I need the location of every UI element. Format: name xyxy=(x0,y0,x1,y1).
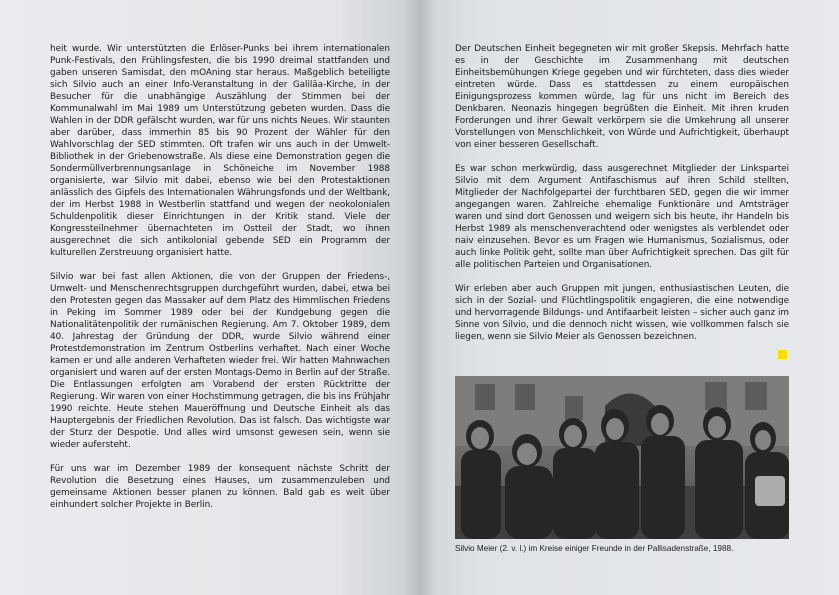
right-paragraph-2: Es war schon merkwürdig, dass ausgerechnet Mitglieder der Linkspartei Silvio mit dem Argument Antifaschismus auf ihren Schild stellten, Mitglieder der Nachfolgepartei der furchtbaren SED, gegen die wir immer angegangen waren. Zahlreiche ehemalige Funktionäre und Amtsträger waren und sind dort Genossen und weigern sich bis heute, ihr Handeln bis Herbst 1989 als menschenverachtend oder wenigstes als verblendet oder naiv einzusehen. Bevor es um Fragen wie Humanismus, Sozialismus, oder auch linke Politik geht, sollte man über Aufrichtigkeit sprechen. Das gilt für alle politischen Parteien und Organisationen. xyxy=(455,164,789,270)
left-paragraph-2: Silvio war bei fast allen Aktionen, die von der Gruppen der Friedens-, Umwelt- und Menschenrechtsgruppen durchgeführt wurden, dabei, etwa bei den Protesten gegen das Massaker auf dem Platz des Himmlischen Friedens in Peking im Sommer 1989 oder bei der Kundgebung gegen die Nationalitätenpolitik der rumänischen Regierung. Am 7. Oktober 1989, dem 40. Jahrestag der Gründung der DDR, wurde Silvio während einer Protestdemonstration im Zentrum Ostberlins verhaftet. Nach einer Woche kamen er und alle anderen Verhafteten wieder frei. Wir hatten Mahnwachen organisiert und waren auf der ersten Montags-Demo in Berlin auf der Straße. Die Entlassungen erfolgten am Vorabend der ersten Rücktritte der Regierung. Wir waren von einer Hochstimmung getragen, die bis ins Frühjahr 1990 reichte. Heute stehen Maueröffnung und Deutsche Einheit als das Hauptergebnis der Friedlichen Revolution. Das ist falsch. Das wichtigste war der Sturz der Despotie. Und alles wird umsonst gewesen sein, wenn sie wieder aufersteht. xyxy=(50,272,390,450)
left-text-column xyxy=(50,43,390,523)
right-paragraph-1: Der Deutschen Einheit begegneten wir mit großer Skepsis. Mehrfach hatte es in der Geschichte im Zusammenhang mit deutschen Einheitsbemühungen Kriege gegeben und wir fürchteten, dass dies wieder eintreten würde. Dass es stattdessen zu einem europäischen Einigungsprozess kommen würde, lag für uns nicht im Bereich des Denkbaren. Neonazis hingegen begrüßten die Einheit. Mit ihren kruden Forderungen und ihrer Gewalt verkörpern sie die Umkehrung all unserer Vorstellungen von Menschlichkeit, von Würde und Aufrichtigkeit, überhaupt von einer besseren Gesellschaft. xyxy=(455,44,789,150)
left-paragraph-3: Für uns war im Dezember 1989 der konsequent nächste Schritt der Revolution die Besetzung eines Hauses, um zusammenzuleben und gemeinsame Aktionen besser planen zu können. Bald gab es weit über einhundert solcher Projekte in Berlin. xyxy=(50,464,390,510)
group-photo-illustration xyxy=(455,376,789,539)
right-text-column xyxy=(455,43,789,355)
photo-caption: Silvio Meier (2. v. l.) im Kreise einiger Freunde in der Pallisadenstraße, 1988. xyxy=(455,544,734,553)
left-paragraph-1: heit wurde. Wir unterstützten die Erlöser-Punks bei ihrem internationalen Punk-Festivals, den Frühlingsfesten, die bis 1990 dreimal stattfanden und gaben unseren Samisdat, den mOAning star heraus. Maßgeblich beteiligte sich Silvio auch an einer Info-Veranstaltung in der Galiläa-Kirche, in der Besucher für die unabhängige Auszählung der Stimmen bei der Kommunalwahl im Mai 1989 um Unterstützung gebeten wurden. Dass die Wahlen in der DDR gefälscht wurden, war für uns nichts Neues. Wir staunten aber darüber, dass immerhin 85 bis 90 Prozent der Wähler für den Wahlvorschlag der SED stimmten. Oft trafen wir uns auch in der Umwelt-Bibliothek in der Griebenowstraße. Als diese eine Demonstration gegen die Sondermüllverbrennungsanlage in Schöneiche im November 1988 organisierte, war Silvio mit dabei, ebenso wie bei den Protestaktionen anlässlich des Gipfels des Internationalen Währungsfonds und der Weltbank, der im Herbst 1988 in Westberlin stattfand und wegen der neokolonialen Schuldenpolitik dieser Einrichtungen in der Kritik stand. Viele der Kongressteilnehmer übernachteten im Ostteil der Stadt, wo ihnen ausgerechnet die sich antikolonial gebende SED ein Programm der kulturellen Zerstreuung organisiert hatte. xyxy=(50,44,390,258)
group-photo xyxy=(455,376,789,539)
right-paragraph-3: Wir erleben aber auch Gruppen mit jungen, enthusiastischen Leuten, die sich in der Sozial- und Flüchtlingspolitik engagieren, die eine notwendige und hervorragende Bildungs- und Antifaarbeit leisten – sicher auch ganz im Sinne von Silvio, und die dennoch nicht wissen, wie vollkommen falsch sie liegen, wenn sie Silvio Meier als Genossen bezeichnen. xyxy=(455,284,789,342)
yellow-marker xyxy=(778,350,787,359)
